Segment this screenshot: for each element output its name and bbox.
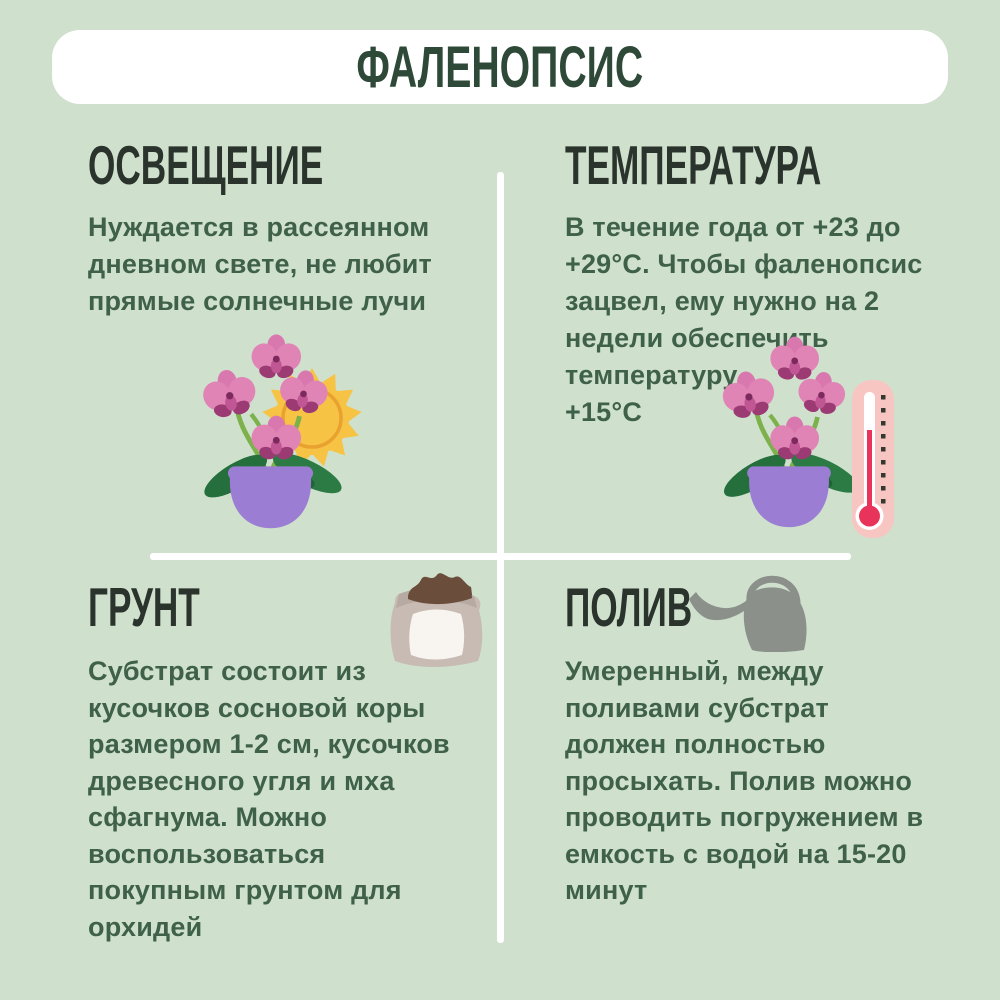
section-temperature-body: В течение года от +23 до +29°С. Чтобы фаленопсис зацвел, ему нужно на 2 недели обеспечить температуру +15°С bbox=[565, 212, 923, 427]
section-temperature-heading: ТЕМПЕРАТУРА bbox=[565, 134, 822, 196]
section-watering-body: Умеренный, между поливами субстрат должен полностью просыхать. Полив можно проводить погружением в емкость с водой на 15-20 минут bbox=[565, 656, 924, 905]
soil-bag-icon bbox=[384, 556, 486, 668]
section-soil-body: Субстрат состоит из кусочков сосновой коры размером 1-2 см, кусочков древесного угля и мха сфагнума. Можно воспользоваться покупным грунтом для орхидей bbox=[88, 656, 450, 942]
horizontal-divider bbox=[150, 553, 851, 560]
section-lighting-body: Нуждается в рассеянном дневном свете, не любит прямые солнечные лучи bbox=[88, 212, 432, 316]
orchid-pot-icon bbox=[193, 333, 348, 536]
section-lighting-heading: ОСВЕЩЕНИЕ bbox=[88, 134, 324, 196]
section-watering-heading: ПОЛИВ bbox=[565, 576, 693, 638]
section-lighting bbox=[88, 134, 508, 320]
thermometer-icon bbox=[852, 380, 894, 538]
title-banner bbox=[52, 30, 948, 104]
watering-can-icon bbox=[688, 570, 838, 652]
orchid-pot-icon bbox=[713, 335, 865, 535]
section-soil-heading: ГРУНТ bbox=[88, 576, 200, 638]
page-title: ФАЛЕНОПСИС bbox=[356, 33, 644, 100]
